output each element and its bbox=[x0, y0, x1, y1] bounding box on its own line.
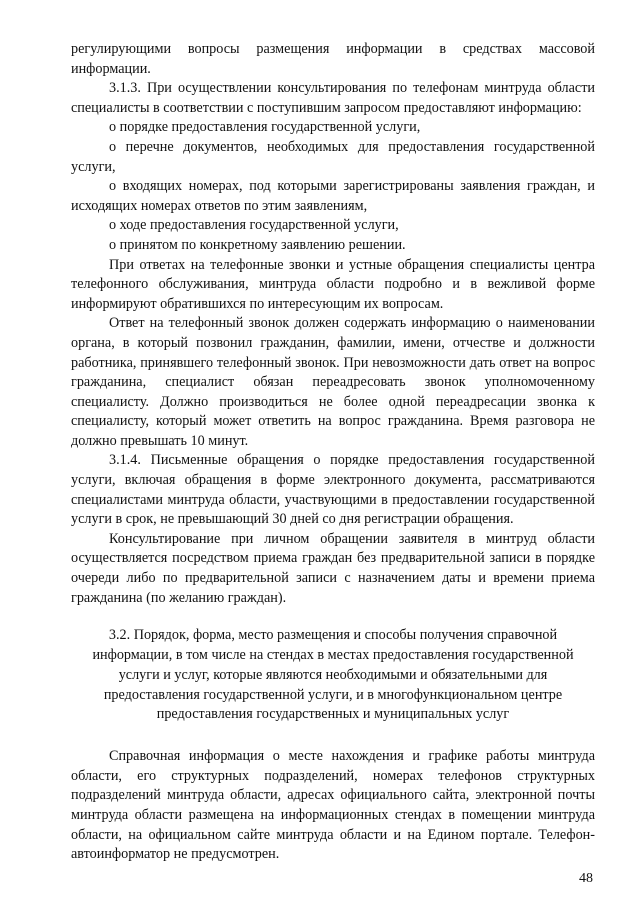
page-number: 48 bbox=[579, 871, 593, 886]
list-item-decision: о принятом по конкретному заявлению решении. bbox=[109, 236, 406, 253]
list-item-order: о порядке предоставления государственной услуги, bbox=[109, 119, 421, 136]
paragraph-personal-consultation: Консультирование при личном обращении заявителя в минтруд области осуществляется посредством приема граждан без предварительной записи в порядке очереди либо по предварительной записи с назначением даты и времени приема гражданина (по желанию граждан). bbox=[71, 530, 595, 606]
paragraph-phone-answers: При ответах на телефонные звонки и устные обращения специалисты центра телефонного обслуживания, минтруда области подробно и в вежливой форме информируют обратившихся по интересующим их вопросам. bbox=[71, 256, 595, 312]
paragraph-call-content: Ответ на телефонный звонок должен содержать информацию о наименовании органа, в который позвонил гражданин, фамилии, имени, отчестве и должности работника, принявшего телефонный звонок. При невозможности дать ответ на вопрос гражданина, специалист обязан переадресовать звонок уполномоченному специалисту. Должно производиться не более одной переадресации звонка к специалисту, который может ответить на вопрос гражданина. Время разговора не должно превышать 10 минут. bbox=[71, 315, 595, 449]
paragraph-reference-info: Справочная информация о месте нахождения и графике работы минтруда области, его структурных подразделений, номерах телефонов структурных подразделений минтруда области, адресах официального сайта, электронной почты минтруда области размещена на информационных стендах в помещении минтруда области, на официальном сайте минтруда области и на Едином портале. Телефон-автоинформатор не предусмотрен. bbox=[71, 748, 595, 863]
list-item-incoming-numbers: о входящих номерах, под которыми зарегистрированы заявления граждан, и исходящих номерах ответов по этим заявлениям, bbox=[71, 178, 595, 214]
paragraph-3-1-4: 3.1.4. Письменные обращения о порядке предоставления государственной услуги, включая обращения в форме электронного документа, рассматриваются специалистами минтруда области, участвующими в предоставлении государственной услуги в срок, не превышающий 30 дней со дня регистрации обращения. bbox=[71, 452, 595, 528]
section-heading-3-2: 3.2. Порядок, форма, место размещения и способы получения справочной информации, в том числе на стендах в местах предоставления государственной услуги и услуг, которые являются необходимыми и обязательными для предоставления государственной услуги, и в многофункциональном центре предоставления государственных и муниципальных услуг bbox=[92, 627, 574, 723]
list-item-documents: о перечне документов, необходимых для предоставления государственной услуги, bbox=[71, 138, 595, 175]
list-item-progress: о ходе предоставления государственной услуги, bbox=[109, 217, 399, 234]
paragraph-3-1-3: 3.1.3. При осуществлении консультирования по телефонам минтруда области специалисты в соответствии с поступившим запросом предоставляют информацию: bbox=[71, 80, 595, 116]
paragraph-continuation: регулирующими вопросы размещения информации в средствах массовой информации. bbox=[71, 41, 595, 77]
